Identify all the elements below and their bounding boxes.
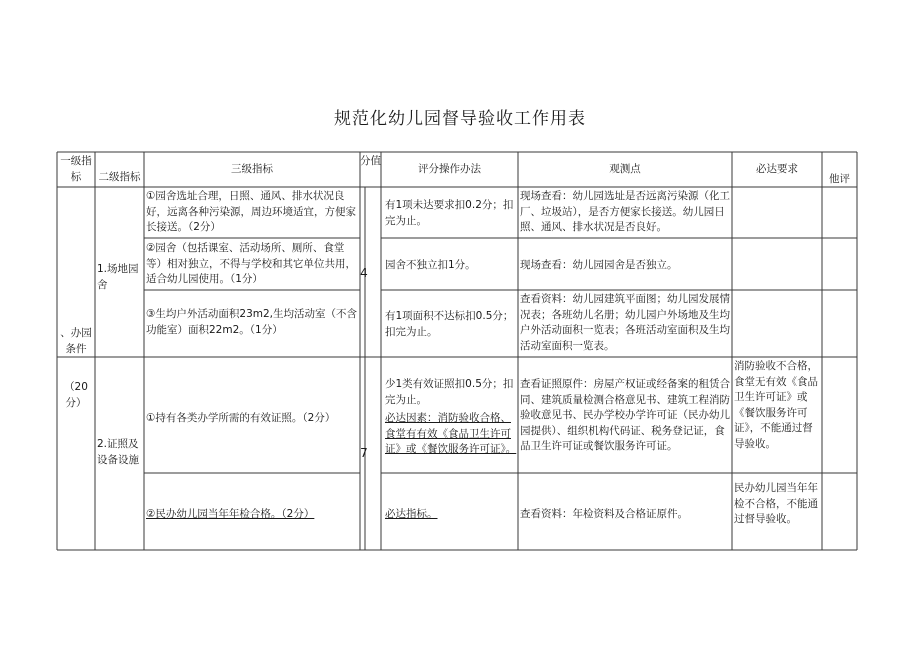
level1-label: 、办园条件 (60, 327, 92, 355)
level3-site-1: ①园舍选址合理，日照、通风、排水状况良好，远离各种污染源，周边环境适宜，方便家长接送。（2分） (146, 190, 356, 233)
level2-certificates: 2.证照及设备设施 (97, 438, 139, 466)
level3-cert-2: ②民办幼儿园当年年检合格。（2分） (146, 508, 315, 520)
observe-cert-1: 查看证照原件：房屋产权证或经备案的租赁合同、建筑质量检测合格意见书、建筑工程消防验收意见书、民办学校办学许可证（民办幼儿园提供）、组织机构代码证、税务登记证，食品卫生许可证或餐饮服务许可证。 (520, 378, 730, 452)
method-cert-1b: 必达因素：消防验收合格、食堂有有效《食品卫生许可证》或《餐饮服务许可证》。 (385, 412, 517, 455)
method-cert-2: 必达指标。 (385, 508, 438, 520)
required-cert-1: 消防验收不合格，食堂无有效《食品卫生许可证》或《餐饮服务许可证》，不能通过督导验收。 (734, 360, 818, 450)
observe-site-3: 查看资料：幼儿园建筑平面图；幼儿园发展情况表；各班幼儿名册；幼儿园户外场地及生均户外活动面积一览表；各班活动室面积及生均活动室面积一览表。 (520, 293, 730, 352)
observe-site-2: 现场查看：幼儿园园舍是否独立。 (520, 259, 678, 271)
method-cert-1a: 少1类有效证照扣0.5分；扣完为止。 (385, 378, 514, 406)
observe-cert-2: 查看资料：年检资料及合格证原件。 (520, 508, 688, 520)
observe-site-1: 现场查看：幼儿园选址是否远离污染源（化工厂、垃圾站），是否方便家长接送。幼儿园日照、通风、排水状况是否良好。 (520, 190, 730, 233)
level3-site-2: ②园舍（包括课室、活动场所、厕所、食堂等）相对独立，不得与学校和其它单位共用，适合幼儿园使用。（1分） (146, 242, 356, 285)
score-certificates: 7 (360, 446, 368, 460)
header-level3: 三级指标 (231, 163, 273, 175)
level3-cert-1: ①持有各类办学所需的有效证照。（2分） (146, 412, 336, 424)
header-level2: 二级指标 (98, 171, 141, 183)
header-observe: 观测点 (609, 163, 641, 175)
method-site-1: 有1项未达要求扣0.2分；扣完为止。 (385, 199, 514, 227)
header-required: 必达要求 (756, 163, 798, 175)
header-peer-review: 他评 (829, 173, 850, 185)
header-score: 分值 (360, 155, 381, 167)
level1-score: （20分） (64, 381, 88, 409)
method-site-2: 园舍不独立扣1分。 (385, 259, 476, 271)
method-site-3: 有1项面积不达标扣0.5分；扣完为止。 (385, 310, 514, 338)
page-title: 规范化幼儿园督导验收工作用表 (334, 109, 586, 129)
level3-site-3: ③生均户外活动面积23m2,生均活动室（不含功能室）面积22m2。（1分） (146, 308, 358, 336)
level2-site: 1.场地园舍 (97, 263, 139, 291)
score-site: 4 (360, 266, 368, 280)
required-cert-2: 民办幼儿园当年年检不合格，不能通过督导验收。 (734, 482, 818, 525)
header-level1: 一级指标 (60, 155, 92, 183)
header-method: 评分操作办法 (418, 163, 481, 175)
